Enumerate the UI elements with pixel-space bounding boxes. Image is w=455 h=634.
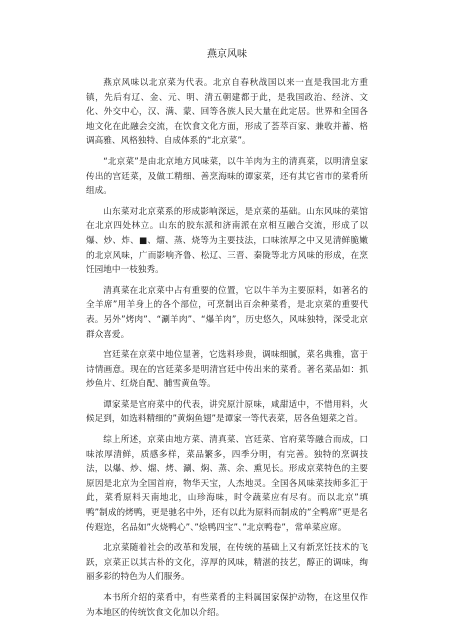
paragraph-summary: 综上所述，京菜由地方菜、清真菜、宫廷菜、官府菜等融合而成，口味浓厚清鲜，质感多样，菜品繁多，四季分明，有完善。独特的烹调技法，以爆、炒、熘、烤、涮、焖、蒸、余、熏见长。形成京菜特色的主要原因是北京为全国首府，物华天宝，人杰地灵。全国各风味菜技师多汇于此，菜肴原料天南地北，山珍海味，时令蔬菜应有尽有。而以北京”填鸭”制成的烤鸭，更是驰名中外，还有以此为原料而制成的”全鸭席”更是名传遐迩，名品如”火烧鸭心”、”烩鸭四宝”、”北京鸭卷”，常单菜应席。 (86, 435, 368, 533)
paragraph-shandong-influence: 山东菜对北京菜系的形成影响深远，是京菜的基础。山东风味的菜馆在北京四处林立。山东的胶东派和济南派在京相互融合交流，形成了以爆、炒、炸、■、熘、蒸、烧等为主要技法，口味浓厚之中又见清鲜脆嫩的北京风味，广而影响齐鲁、松辽、三晋、秦陇等北方风味的形成，在烹饪园地中一枝独秀。 (86, 206, 368, 276)
paragraph-imperial-cuisine: 宫廷菜在京菜中地位显著，它选料珍贵，调味细腻，菜名典雅，富于诗情画意。现在的宫廷菜多是明清宫廷中传出来的菜肴。著名菜品如：抓炒鱼片、红烧自配、脯雪黄鱼等。 (86, 350, 368, 390)
paragraph-beijing-cuisine-composition: “北京菜”是由北京地方风味菜，以牛羊肉为主的清真菜，以明清皇家传出的宫廷菜，及做工精细、善烹海味的谭家菜，还有其它省市的菜肴所组成。 (86, 156, 368, 197)
paragraph-development: 北京菜随着社会的改革和发展，在传统的基础上又有新烹饪技术的飞跃，京菜正以其古朴的文化，淳厚的风味，精湛的技艺，醇正的调味，绚丽多彩的特色为人们服务。 (86, 543, 368, 583)
document-page (86, 48, 368, 620)
document-title: 燕京风味 (207, 49, 247, 60)
paragraph-tan-family-cuisine: 谭家菜是官府菜中的代表，讲究原汁原味，咸甜适中，不惜用料，火候足到，如选料精细的”黄焖鱼翅”是谭家一等代表菜，居各鱼翅菜之首。 (86, 399, 368, 425)
paragraph-beijing-overview: 燕京风味以北京菜为代表。北京自春秋战国以来一直是我国北方重镇，先后有辽、金、元、明、清五朝建都于此，是我国政治、经济、文化、外交中心，汉、满、蒙、回等各族人民大量在此定居。世界和全国各地文化在此融会交流，在饮食文化方面，形成了荟萃百家、兼收并蓄、格调高雅、风格独特、自成体系的“北京菜”。 (86, 78, 368, 147)
paragraph-halal-cuisine: 清真菜在北京菜中占有重要的位置，它以牛羊为主要原料，如著名的 全羊席”用羊身上的各个部位，可烹制出百余种菜肴，是北京菜的重要代表。另外”烤肉”、“涮羊肉”、“爆羊肉”，历史悠久，风味独特，深受北京群众喜爱。 (86, 285, 368, 340)
paragraph-protected-species-note: 本书所介绍的菜肴中，有些菜肴的主料属国家保护动物，在这里仅作为本地区的传统饮食文化加以介绍。 (86, 593, 368, 618)
